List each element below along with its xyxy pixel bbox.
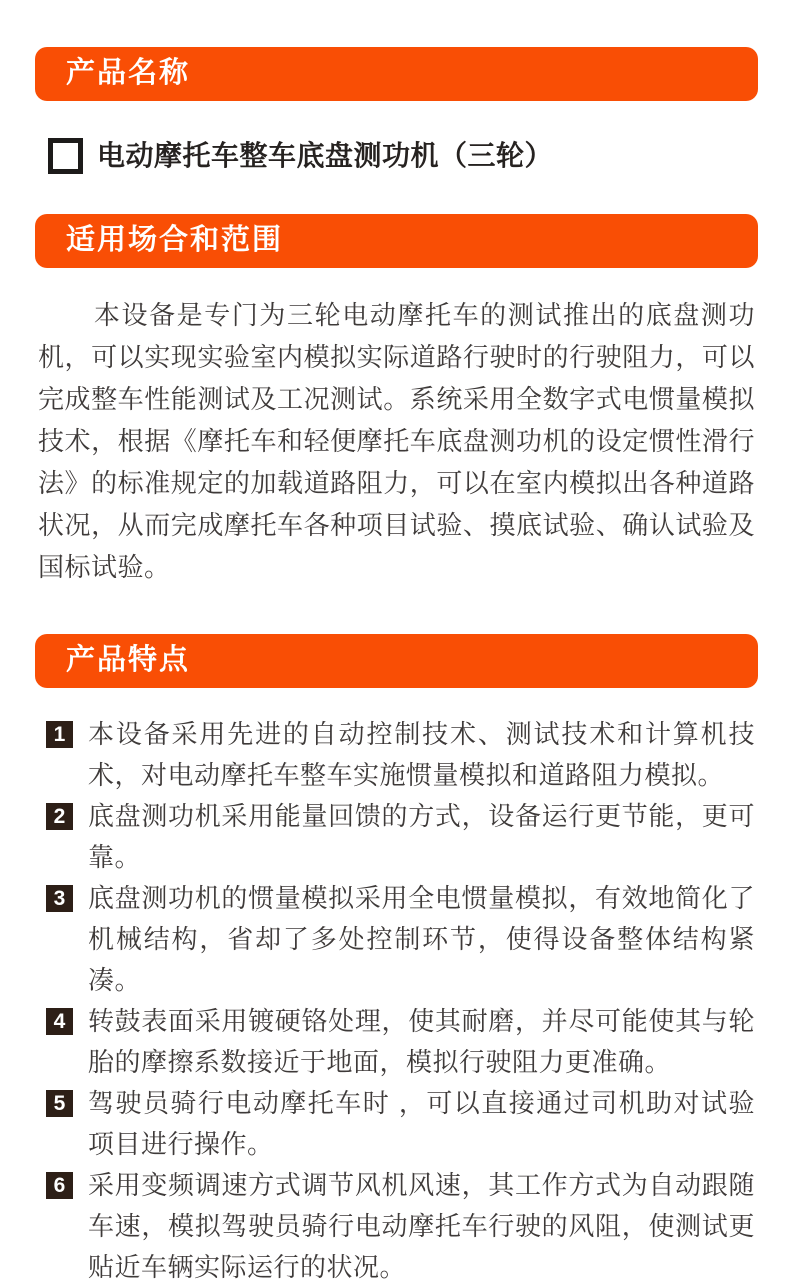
product-title: 电动摩托车整车底盘测功机（三轮） xyxy=(97,140,554,172)
product-title-row xyxy=(48,138,756,174)
feature-list-item xyxy=(46,1001,755,1083)
feature-number-badge: 2 xyxy=(46,803,73,830)
features-heading-banner xyxy=(35,634,758,688)
feature-list xyxy=(46,714,755,1288)
features-heading-label: 产品特点 xyxy=(66,643,191,676)
feature-text: 本设备采用先进的自动控制技术、测试技术和计算机技术，对电动摩托车整车实施惯量模拟和道路阻力模拟。 xyxy=(88,719,755,790)
feature-list-item xyxy=(46,796,755,878)
feature-text: 采用变频调速方式调节风机风速，其工作方式为自动跟随车速，模拟驾驶员骑行电动摩托车行驶的风阻，使测试更贴近车辆实际运行的状况。 xyxy=(88,1170,755,1282)
section-product-name xyxy=(0,47,790,174)
feature-list-item xyxy=(46,1083,755,1165)
product-name-heading-label: 产品名称 xyxy=(66,56,191,89)
scope-paragraph: 本设备是专门为三轮电动摩托车的测试推出的底盘测功机，可以实现实验室内模拟实际道路行驶时的行驶阻力，可以完成整车性能测试及工况测试。系统采用全数字式电惯量模拟技术，根据《摩托车和轻便摩托车底盘测功机的设定惯性滑行法》的标准规定的加载道路阻力，可以在室内模拟出各种道路状况，从而完成摩托车各种项目试验、摸底试验、确认试验及国标试验。 xyxy=(38,300,755,582)
feature-number-badge: 3 xyxy=(46,885,73,912)
feature-list-item xyxy=(46,714,755,796)
scope-heading-banner xyxy=(35,214,758,268)
scope-heading-label: 适用场合和范围 xyxy=(66,223,284,256)
product-brochure-page xyxy=(0,47,790,1282)
feature-number-badge: 6 xyxy=(46,1172,73,1199)
feature-number-badge: 4 xyxy=(46,1008,73,1035)
feature-number-badge: 5 xyxy=(46,1090,73,1117)
feature-text: 转鼓表面采用镀硬铬处理，使其耐磨，并尽可能使其与轮胎的摩擦系数接近于地面，模拟行驶阻力更准确。 xyxy=(88,1006,755,1077)
feature-list-item xyxy=(46,1165,755,1288)
feature-number-badge: 1 xyxy=(46,721,73,748)
product-name-heading-banner xyxy=(35,47,758,101)
feature-text: 驾驶员骑行电动摩托车时 ，可以直接通过司机助对试验项目进行操作。 xyxy=(88,1088,755,1159)
feature-list-item xyxy=(46,878,755,1001)
feature-text: 底盘测功机的惯量模拟采用全电惯量模拟，有效地简化了机械结构，省却了多处控制环节，使得设备整体结构紧凑。 xyxy=(88,883,755,995)
checkbox-square-icon xyxy=(48,138,83,174)
section-features xyxy=(0,634,790,1288)
section-scope xyxy=(0,214,790,588)
feature-text: 底盘测功机采用能量回馈的方式，设备运行更节能，更可靠。 xyxy=(88,801,755,872)
